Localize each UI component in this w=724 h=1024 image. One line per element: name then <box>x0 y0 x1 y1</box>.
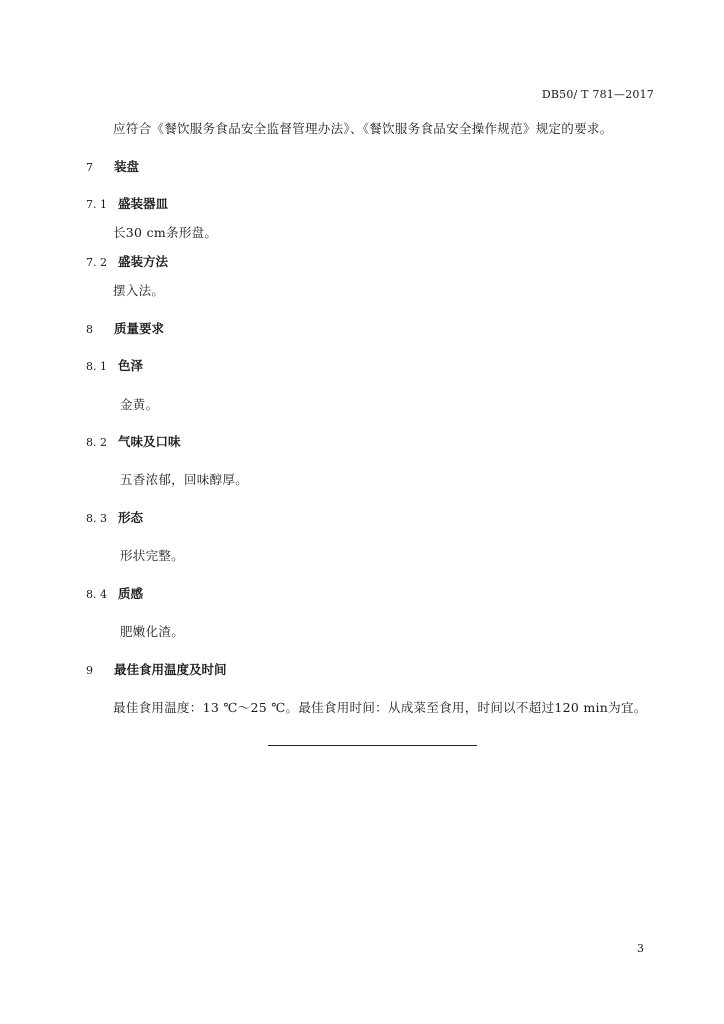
section-8-3-body: 形状完整。 <box>120 548 185 563</box>
section-7-2-heading <box>86 252 168 270</box>
section-8-3-heading <box>86 508 143 526</box>
section-number: 8 <box>86 323 93 336</box>
section-title: 盛装器皿 <box>118 196 169 211</box>
section-title: 形态 <box>118 510 144 525</box>
section-8-1-heading <box>86 356 143 374</box>
section-title: 盛装方法 <box>118 254 169 269</box>
document-code: DB50/ T 781—2017 <box>541 88 654 101</box>
section-8-4-heading <box>86 584 143 602</box>
section-number: 7. 1 <box>86 198 107 211</box>
end-of-document-line <box>268 745 477 746</box>
section-title: 质量要求 <box>114 321 165 336</box>
section-title: 装盘 <box>114 159 140 174</box>
section-title: 最佳食用温度及时间 <box>114 662 227 677</box>
section-7-heading <box>86 157 139 175</box>
section-number: 8. 1 <box>86 360 107 373</box>
section-8-4-body: 肥嫩化渣。 <box>120 624 185 639</box>
section-7-2-body: 摆入法。 <box>113 283 165 298</box>
section-8-2-heading <box>86 432 181 450</box>
page-number: 3 <box>637 942 644 955</box>
section-7-1-body: 长30 cm条形盘。 <box>113 225 218 240</box>
section-title: 气味及口味 <box>118 434 181 449</box>
section-number: 8. 3 <box>86 512 107 525</box>
intro-paragraph: 应符合《餐饮服务食品安全监督管理办法》、《餐饮服务食品安全操作规范》规定的要求。 <box>113 121 613 136</box>
section-title: 质感 <box>118 586 144 601</box>
section-number: 7 <box>86 161 93 174</box>
section-8-2-body: 五香浓郁，回味醇厚。 <box>120 472 249 487</box>
section-number: 8. 2 <box>86 436 107 449</box>
section-8-1-body: 金黄。 <box>120 397 159 412</box>
section-8-heading <box>86 319 164 337</box>
section-7-1-heading <box>86 194 168 212</box>
section-number: 9 <box>86 664 93 677</box>
section-number: 8. 4 <box>86 588 107 601</box>
section-9-heading <box>86 660 227 678</box>
section-9-body: 最佳食用温度：13 ℃～25 ℃。最佳食用时间：从成菜至食用，时间以不超过120 min为宜。 <box>113 700 647 715</box>
section-number: 7. 2 <box>86 256 107 269</box>
section-title: 色泽 <box>118 358 144 373</box>
